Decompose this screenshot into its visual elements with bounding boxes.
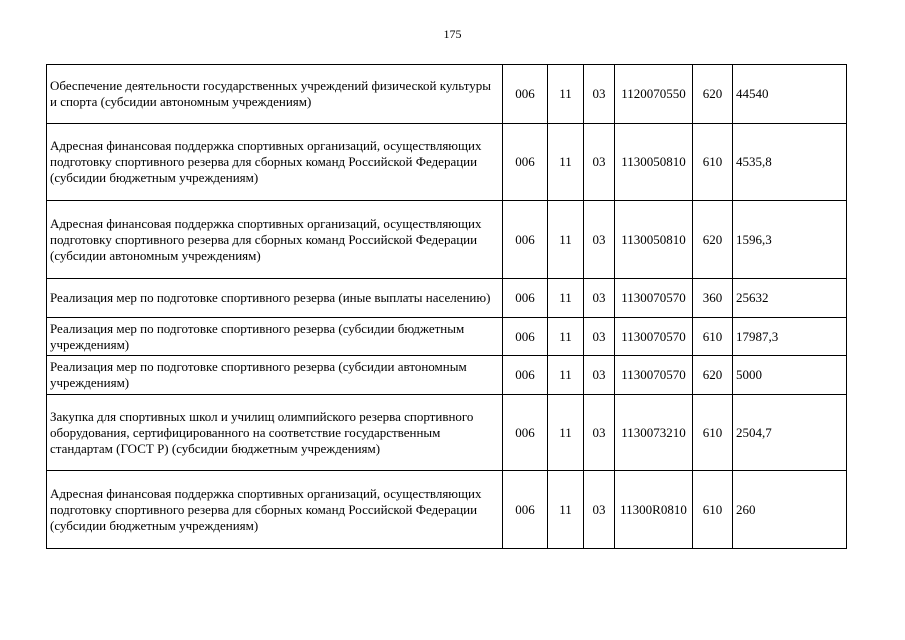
table-row xyxy=(47,471,847,549)
row-description: Адресная финансовая поддержка спортивных организаций, осуществляющих подготовку спортивного резерва для сборных команд Российской Федерации (субсидии автономным учреждениям) xyxy=(47,201,503,279)
table-row xyxy=(47,318,847,356)
expense-type-code: 610 xyxy=(693,395,733,471)
row-description: Закупка для спортивных школ и училищ олимпийского резерва спортивного оборудования, сертифицированного на соответствие государственным стандартам (ГОСТ Р) (субсидии бюджетным учреждениям) xyxy=(47,395,503,471)
table-row xyxy=(47,279,847,318)
amount: 260 xyxy=(733,471,847,549)
section-code: 11 xyxy=(548,318,584,356)
expense-type-code: 610 xyxy=(693,124,733,201)
expense-type-code: 620 xyxy=(693,201,733,279)
target-article-code: 1120070550 xyxy=(615,65,693,124)
target-article-code: 1130073210 xyxy=(615,395,693,471)
ministry-code: 006 xyxy=(503,318,548,356)
amount: 1596,3 xyxy=(733,201,847,279)
amount: 4535,8 xyxy=(733,124,847,201)
expense-type-code: 620 xyxy=(693,65,733,124)
ministry-code: 006 xyxy=(503,279,548,318)
target-article-code: 1130070570 xyxy=(615,356,693,395)
ministry-code: 006 xyxy=(503,201,548,279)
subsection-code: 03 xyxy=(584,65,615,124)
expense-type-code: 360 xyxy=(693,279,733,318)
expense-type-code: 610 xyxy=(693,471,733,549)
section-code: 11 xyxy=(548,471,584,549)
expense-type-code: 620 xyxy=(693,356,733,395)
section-code: 11 xyxy=(548,395,584,471)
table-row xyxy=(47,356,847,395)
ministry-code: 006 xyxy=(503,65,548,124)
subsection-code: 03 xyxy=(584,356,615,395)
target-article-code: 1130070570 xyxy=(615,279,693,318)
subsection-code: 03 xyxy=(584,124,615,201)
target-article-code: 1130050810 xyxy=(615,124,693,201)
table-row xyxy=(47,65,847,124)
subsection-code: 03 xyxy=(584,318,615,356)
table-row xyxy=(47,124,847,201)
amount: 44540 xyxy=(733,65,847,124)
section-code: 11 xyxy=(548,201,584,279)
page-number: 175 xyxy=(443,27,462,41)
amount: 17987,3 xyxy=(733,318,847,356)
subsection-code: 03 xyxy=(584,395,615,471)
section-code: 11 xyxy=(548,65,584,124)
amount: 25632 xyxy=(733,279,847,318)
subsection-code: 03 xyxy=(584,279,615,318)
target-article-code: 11300R0810 xyxy=(615,471,693,549)
target-article-code: 1130050810 xyxy=(615,201,693,279)
subsection-code: 03 xyxy=(584,201,615,279)
ministry-code: 006 xyxy=(503,124,548,201)
table-row xyxy=(47,201,847,279)
amount: 5000 xyxy=(733,356,847,395)
expense-type-code: 610 xyxy=(693,318,733,356)
row-description: Реализация мер по подготовке спортивного резерва (субсидии бюджетным учреждениям) xyxy=(47,318,503,356)
ministry-code: 006 xyxy=(503,356,548,395)
ministry-code: 006 xyxy=(503,471,548,549)
ministry-code: 006 xyxy=(503,395,548,471)
subsection-code: 03 xyxy=(584,471,615,549)
section-code: 11 xyxy=(548,124,584,201)
row-description: Адресная финансовая поддержка спортивных организаций, осуществляющих подготовку спортивного резерва для сборных команд Российской Федерации (субсидии бюджетным учреждениям) xyxy=(47,471,503,549)
section-code: 11 xyxy=(548,279,584,318)
row-description: Адресная финансовая поддержка спортивных организаций, осуществляющих подготовку спортивного резерва для сборных команд Российской Федерации (субсидии бюджетным учреждениям) xyxy=(47,124,503,201)
section-code: 11 xyxy=(548,356,584,395)
budget-table xyxy=(46,64,847,549)
row-description: Реализация мер по подготовке спортивного резерва (субсидии автономным учреждениям) xyxy=(47,356,503,395)
row-description: Реализация мер по подготовке спортивного резерва (иные выплаты населению) xyxy=(47,279,503,318)
table-row xyxy=(47,395,847,471)
row-description: Обеспечение деятельности государственных учреждений физической культуры и спорта (субсидии автономным учреждениям) xyxy=(47,65,503,124)
amount: 2504,7 xyxy=(733,395,847,471)
target-article-code: 1130070570 xyxy=(615,318,693,356)
